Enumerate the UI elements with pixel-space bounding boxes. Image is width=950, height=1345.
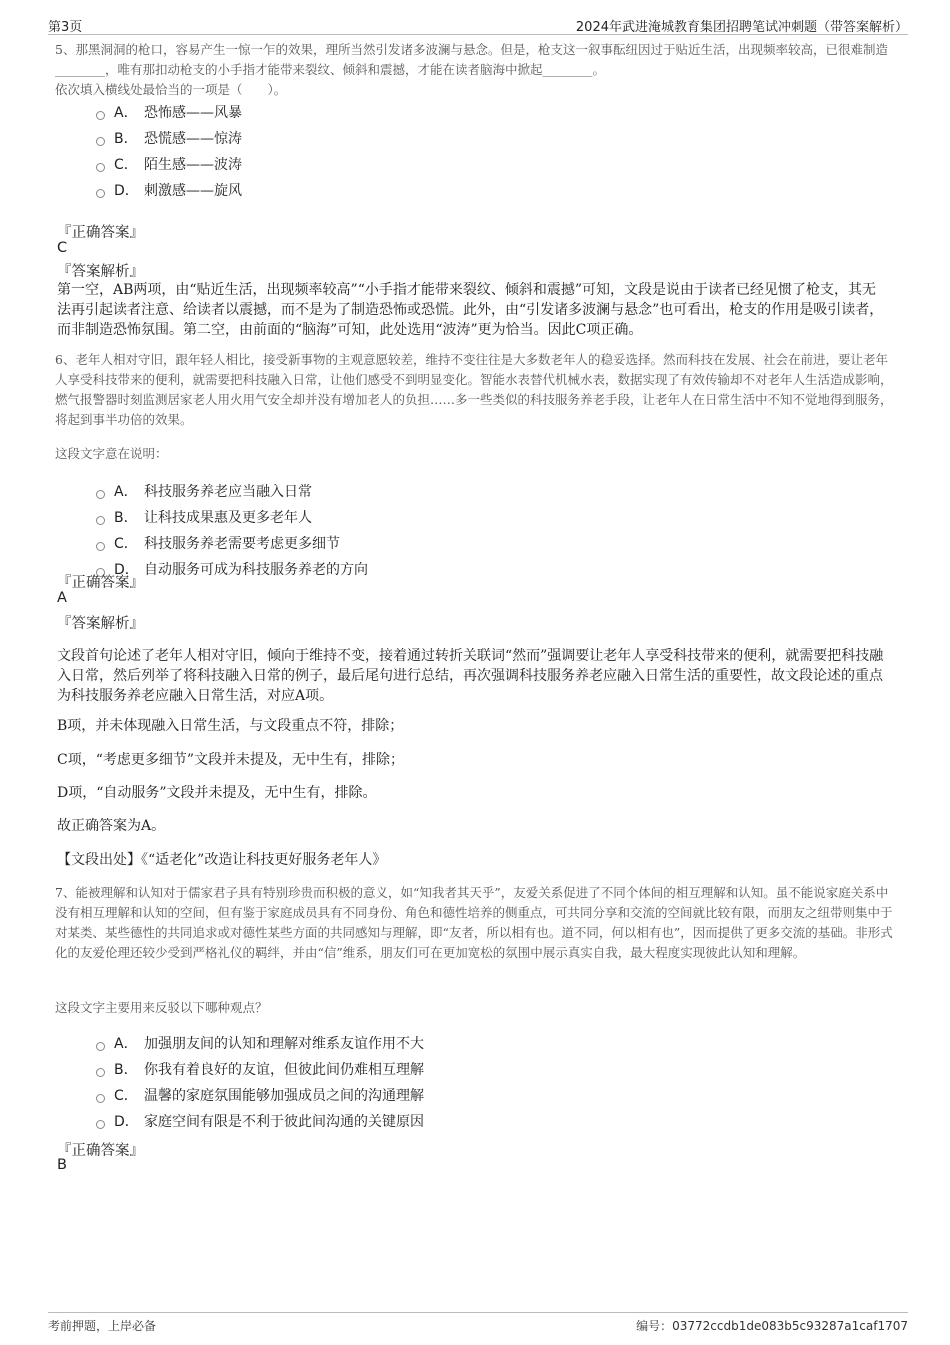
option-letter: C．: [114, 157, 138, 173]
option-letter: A．: [114, 484, 138, 500]
q5-options: [96, 99, 242, 203]
option-text: 陌生感——波涛: [144, 157, 242, 173]
q6-option-b[interactable]: [96, 504, 368, 530]
q6-prompt: 这段文字意在说明：: [55, 446, 168, 461]
q5-option-c[interactable]: [96, 151, 242, 177]
option-text: 科技服务养老需要考虑更多细节: [144, 536, 340, 552]
radio-icon[interactable]: [96, 1120, 105, 1129]
q7-stem: 7、能被理解和认知对于儒家君子具有特别珍贵而积极的意义，如“知我者其天乎”，友爱关系促进了不同个体间的相互理解和认知。虽不能说家庭关系中没有相互理解和认知的空间，但有鉴于家庭成员具有不同身份、角色和德性培养的侧重点，可共同分享和交流的空间就比较有限，而朋友之纽带则集中于对某类、某些德性的共同追求或对德性某些方面的共同感知与理解，即“友者，所以相有也。道不同，何以相有也”，因而提供了更多交流的基础。非形式化的友爱伦理还较少受到严格礼仪的羁绊，并由“信”维系，朋友们可在更加宽松的氛围中展示真实自我，最大程度实现彼此认知和理解。: [55, 885, 893, 960]
option-text: 加强朋友间的认知和理解对维系友谊作用不大: [144, 1036, 424, 1052]
radio-icon[interactable]: [96, 1042, 105, 1051]
q7-answer: B: [57, 1157, 67, 1173]
q7-option-b[interactable]: [96, 1056, 424, 1082]
option-letter: B．: [114, 1062, 138, 1078]
q5-answer: C: [57, 240, 68, 256]
q5-analysis-label: 『答案解析』: [57, 264, 144, 280]
q7-option-d[interactable]: [96, 1108, 424, 1134]
option-letter: A．: [114, 105, 138, 121]
q6-answer-label: 『正确答案』: [57, 575, 144, 591]
radio-icon[interactable]: [96, 516, 105, 525]
q6-analysis-b: B项，并未体现融入日常生活，与文段重点不符，排除；: [57, 718, 404, 734]
option-letter: C．: [114, 536, 138, 552]
q6-options: [96, 478, 368, 582]
q5-prompt: 依次填入横线处最恰当的一项是（ ）。: [55, 82, 287, 97]
radio-icon[interactable]: [96, 189, 105, 198]
option-letter: D．: [114, 562, 139, 578]
q7-option-c[interactable]: [96, 1082, 424, 1108]
radio-icon[interactable]: [96, 163, 105, 172]
option-text: 科技服务养老应当融入日常: [144, 484, 312, 500]
radio-icon[interactable]: [96, 1094, 105, 1103]
radio-icon[interactable]: [96, 137, 105, 146]
q7-answer-label: 『正确答案』: [57, 1143, 144, 1159]
q5-stem: 5、那黑洞洞的枪口，容易产生一惊一乍的效果，理所当然引发诸多波澜与悬念。但是，枪支这一叙事酝纽因过于贴近生活，出现频率较高，已很难制造________，唯有那扣动枪支的小手指才能带来裂纹、倾斜和震撼，才能在读者脑海中掀起________。: [55, 42, 888, 77]
option-letter: D．: [114, 1114, 139, 1130]
option-letter: A．: [114, 1036, 138, 1052]
q6-answer: A: [57, 590, 67, 606]
option-text: 刺激感——旋风: [144, 183, 242, 199]
option-letter: B．: [114, 131, 138, 147]
option-text: 恐怖感——风暴: [144, 105, 242, 121]
radio-icon[interactable]: [96, 542, 105, 551]
document-serial: 编号：03772ccdb1de083b5c93287a1caf1707: [636, 1319, 908, 1333]
q5-answer-label: 『正确答案』: [57, 225, 144, 241]
option-text: 你我有着良好的友谊，但彼此间仍难相互理解: [144, 1062, 424, 1078]
option-letter: D．: [114, 183, 139, 199]
q7-options: [96, 1030, 424, 1134]
q6-analysis-c: C项，“考虑更多细节”文段并未提及，无中生有，排除；: [57, 752, 405, 768]
page-header: [48, 14, 908, 35]
option-text: 让科技成果惠及更多老年人: [144, 510, 312, 526]
q6-option-c[interactable]: [96, 530, 368, 556]
q5-option-d[interactable]: [96, 177, 242, 203]
page-number: 第3页: [48, 20, 83, 35]
option-text: 恐慌感——惊涛: [144, 131, 242, 147]
option-letter: C．: [114, 1088, 138, 1104]
document-title: 2024年武进淹城教育集团招聘笔试冲刺题（带答案解析）: [575, 20, 908, 35]
option-text: 家庭空间有限是不利于彼此间沟通的关键原因: [144, 1114, 424, 1130]
q6-analysis-main: 文段首句论述了老年人相对守旧，倾向于维持不变，接着通过转折关联词“然而”强调要让老年人享受科技带来的便利，就需要把科技融入日常，然后列举了将科技融入日常的例子，最后尾句进行总结，再次强调科技服务养老应融入日常生活的重要性，故文段论述的重点为科技服务养老应融入日常生活，对应A项。: [57, 648, 884, 704]
q7-prompt: 这段文字主要用来反驳以下哪种观点？: [55, 1000, 268, 1015]
q7-option-a[interactable]: [96, 1030, 424, 1056]
q6-analysis-d: D项，“自动服务”文段并未提及，无中生有，排除。: [57, 785, 377, 801]
q6-analysis-label: 『答案解析』: [57, 616, 144, 632]
q6-option-a[interactable]: [96, 478, 368, 504]
q6-analysis-conclusion: 故正确答案为A。: [57, 818, 166, 834]
radio-icon[interactable]: [96, 1068, 105, 1077]
option-text: 自动服务可成为科技服务养老的方向: [144, 562, 368, 578]
page-footer: [48, 1312, 908, 1337]
radio-icon[interactable]: [96, 490, 105, 499]
q6-source: 【文段出处】《“适老化”改造让科技更好服务老年人》: [57, 852, 387, 868]
q6-stem: 6、老年人相对守旧，跟年轻人相比，接受新事物的主观意愿较差，维持不变往往是大多数老年人的稳妥选择。然而科技在发展、社会在前进，要让老年人享受科技带来的便利，就需要把科技融入日常，让他们感受不到明显变化。智能水表替代机械水表，数据实现了有效传输却不对老年人生活造成影响，燃气报警器时刻监测居家老人用火用气安全却并没有增加老人的负担……多一些类似的科技服务养老手段，让老年人在日常生活中不知不觉地得到服务，将起到事半功倍的效果。: [55, 352, 893, 427]
q5-analysis: 第一空，AB两项，由“贴近生活，出现频率较高”“小手指才能带来裂纹、倾斜和震撼”可知，文段是说由于读者已经见惯了枪支，其无法再引起读者注意、给读者以震撼，而不是为了制造恐怖或恐慌。此外，由“引发诸多波澜与悬念”也可看出，枪支的作用是吸引读者，而非制造恐怖氛围。第二空，由前面的“脑海”可知，此处选用“波涛”更为恰当。因此C项正确。: [57, 282, 884, 338]
option-letter: B．: [114, 510, 138, 526]
q5-option-b[interactable]: [96, 125, 242, 151]
option-text: 温馨的家庭氛围能够加强成员之间的沟通理解: [144, 1088, 424, 1104]
footer-slogan: 考前押题，上岸必备: [48, 1319, 157, 1333]
radio-icon[interactable]: [96, 111, 105, 120]
q5-option-a[interactable]: [96, 99, 242, 125]
